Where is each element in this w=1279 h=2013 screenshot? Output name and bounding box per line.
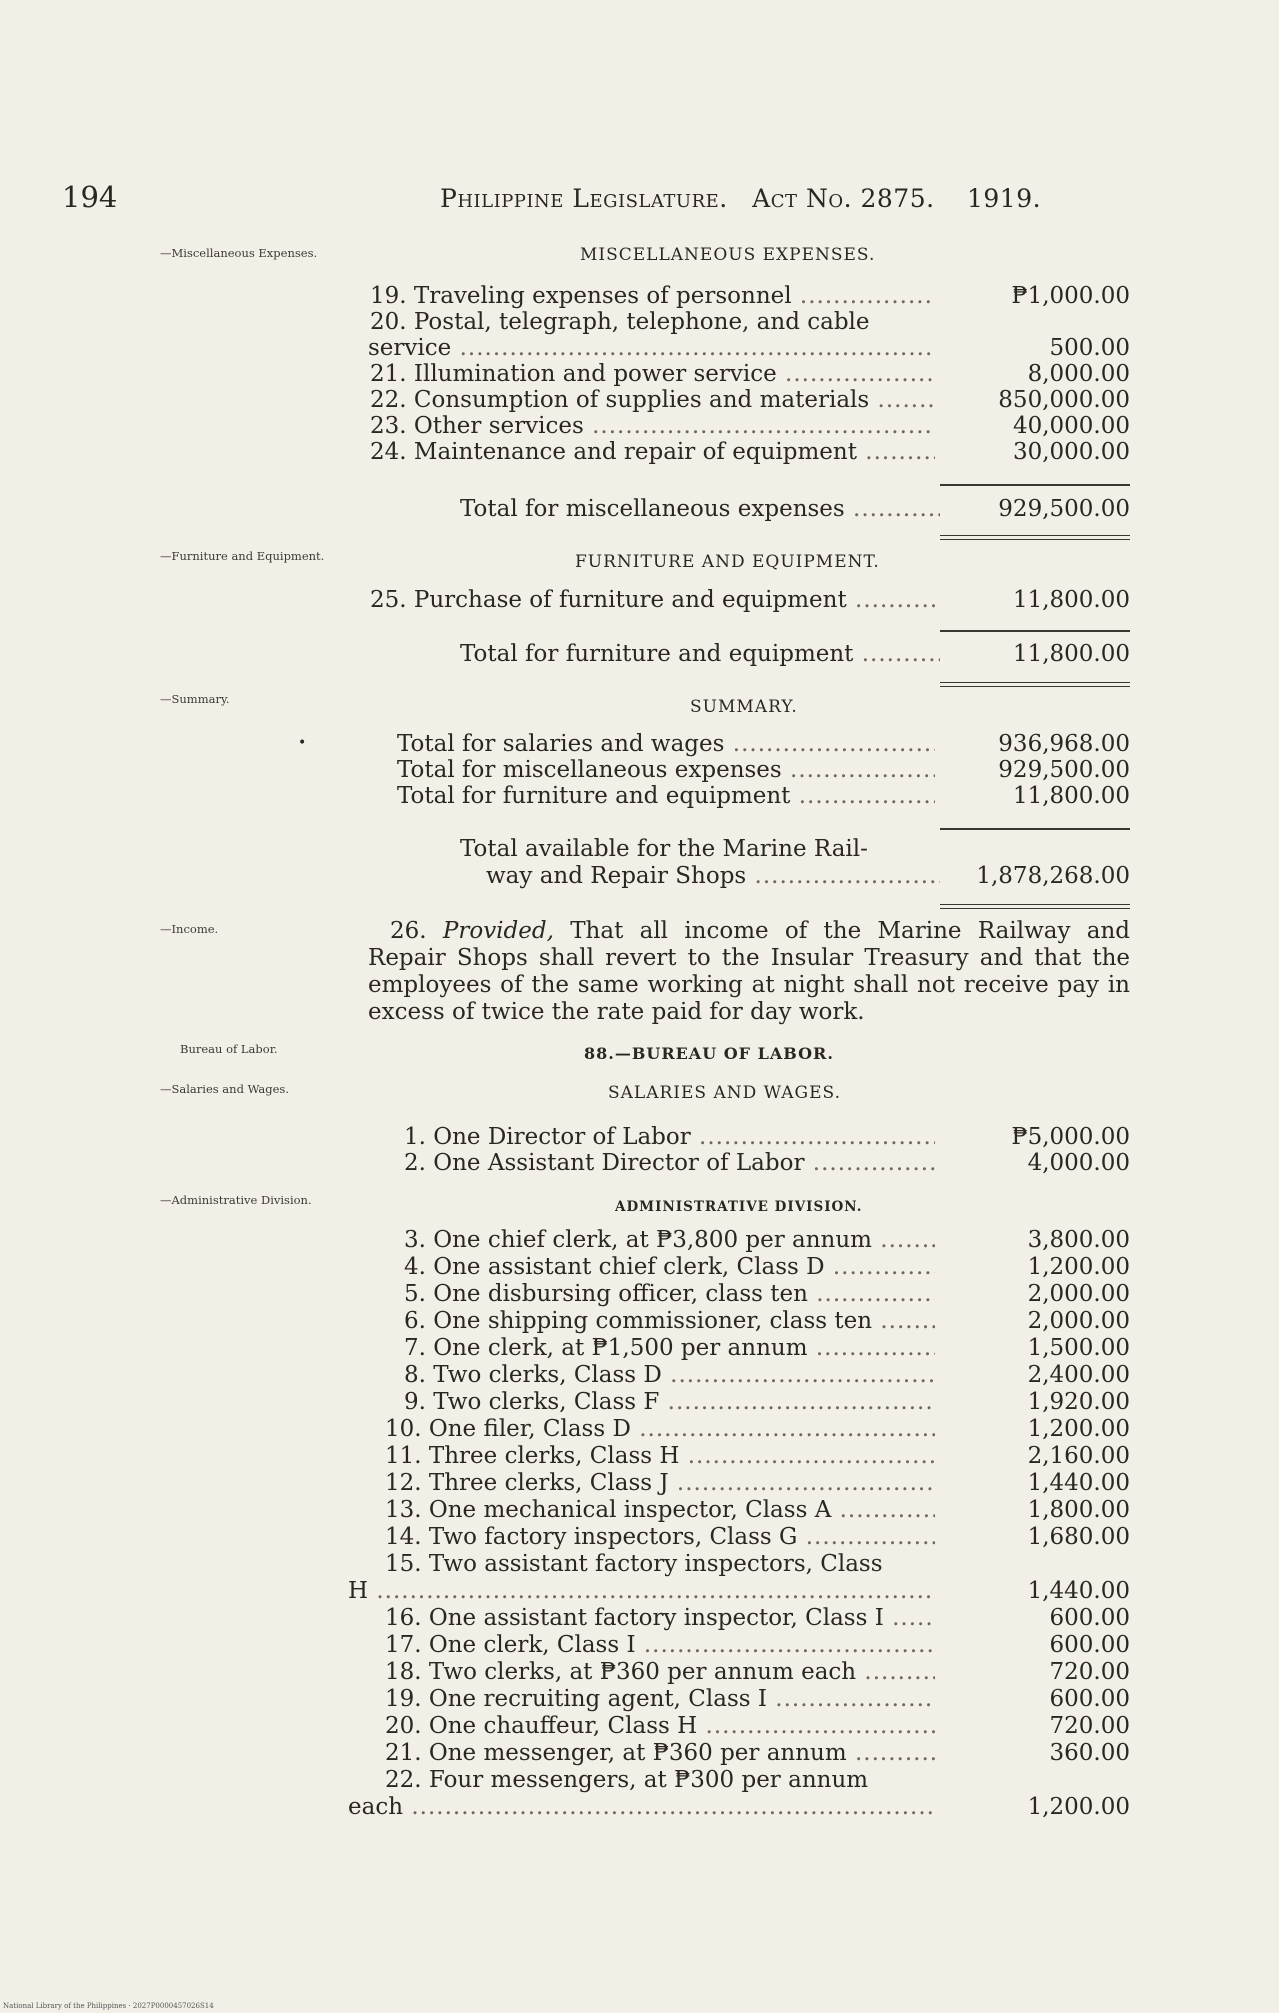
summary-total-line1: Total available for the Marine Rail- [460, 836, 868, 862]
proviso-text: That all income of the Marine Railway and Repair Shops shall revert to the Insular Treasury and that the employees of the same working at night shall not receive pay in excess of twice the rate paid for day work. [368, 918, 1131, 1025]
proviso-provided: Provided, [442, 918, 554, 944]
summary-item: Total for salaries and wages ..... 936,968.00 [397, 731, 1130, 758]
proviso-number: 26. [390, 918, 427, 944]
total-double-rule [940, 535, 1130, 540]
admin-item: 22. Four messengers, at ₱300 per annum [385, 1767, 869, 1793]
misc-item: 22. Consumption of supplies and materials ..... 850,000.00 [370, 387, 1130, 414]
subtotal-rule [940, 630, 1130, 632]
misc-item: 20. Postal, telegraph, telephone, and cable [370, 309, 870, 335]
stray-mark: • [298, 735, 307, 751]
summary-item: Total for miscellaneous expenses ..... 929,500.00 [397, 757, 1130, 784]
summary-heading: SUMMARY. [690, 697, 798, 717]
admin-item: 20. One chauffeur, Class H ..... 720.00 [385, 1713, 1130, 1740]
admin-item: each ..... 1,200.00 [348, 1794, 1130, 1821]
misc-item: service ..... 500.00 [370, 335, 1130, 362]
page-number: 194 [62, 180, 118, 214]
misc-heading: MISCELLANEOUS EXPENSES. [580, 245, 876, 265]
admin-item: 11. Three clerks, Class H ..... 2,160.00 [385, 1443, 1130, 1470]
misc-item: 19. Traveling expenses of personnel ..... ₱1,000.00 [370, 283, 1130, 310]
subtotal-rule [940, 828, 1130, 830]
misc-item: 23. Other services ..... 40,000.00 [370, 413, 1130, 440]
admin-item: 14. Two factory inspectors, Class G ..... 1,680.00 [385, 1524, 1130, 1551]
misc-total: Total for miscellaneous expenses ..... 929,500.00 [460, 496, 1130, 523]
admin-item: 18. Two clerks, at ₱360 per annum each ..... 720.00 [385, 1659, 1130, 1686]
admin-item: 9. Two clerks, Class F ..... 1,920.00 [404, 1389, 1130, 1416]
admin-item: 5. One disbursing officer, class ten ..... 2,000.00 [404, 1281, 1130, 1308]
bureau-heading: 88.—BUREAU OF LABOR. [584, 1044, 834, 1063]
running-head [440, 184, 1041, 213]
misc-item: 21. Illumination and power service ..... 8,000.00 [370, 361, 1130, 388]
admin-item: 12. Three clerks, Class J ..... 1,440.00 [385, 1470, 1130, 1497]
admin-item: 6. One shipping commissioner, class ten ..... 2,000.00 [404, 1308, 1130, 1335]
admin-item: 10. One filer, Class D ..... 1,200.00 [385, 1416, 1130, 1443]
bureau-item: 2. One Assistant Director of Labor ..... 4,000.00 [404, 1150, 1130, 1177]
margin-note-income: —Income. [160, 922, 219, 936]
admin-item: 15. Two assistant factory inspectors, Class [385, 1551, 883, 1577]
margin-note-furniture: —Furniture and Equipment. [160, 549, 325, 563]
margin-note-misc: —Miscellaneous Expenses. [160, 246, 318, 260]
admin-item: 13. One mechanical inspector, Class A ..... 1,800.00 [385, 1497, 1130, 1524]
running-head-title: Philippine Legislature. [440, 184, 728, 213]
admin-item: 7. One clerk, at ₱1,500 per annum ..... 1,500.00 [404, 1335, 1130, 1362]
subtotal-rule [940, 484, 1130, 486]
admin-item: 19. One recruiting agent, Class I ..... 600.00 [385, 1686, 1130, 1713]
total-double-rule [940, 682, 1130, 687]
summary-total: way and Repair Shops ..... 1,878,268.00 [486, 863, 1130, 890]
total-double-rule [940, 904, 1130, 909]
margin-note-summary: —Summary. [160, 692, 230, 706]
admin-heading: ADMINISTRATIVE DIVISION. [615, 1199, 863, 1215]
bureau-item: 1. One Director of Labor ..... ₱5,000.00 [404, 1124, 1130, 1151]
running-head-act: Act No. 2875. [752, 184, 935, 213]
furniture-total: Total for furniture and equipment ..... 11,800.00 [460, 641, 1130, 668]
salaries-heading: SALARIES AND WAGES. [608, 1083, 841, 1103]
proviso-paragraph [368, 918, 1130, 1026]
admin-item: 3. One chief clerk, at ₱3,800 per annum ..... 3,800.00 [404, 1227, 1130, 1254]
admin-item: 17. One clerk, Class I ..... 600.00 [385, 1632, 1130, 1659]
admin-item: 4. One assistant chief clerk, Class D ..... 1,200.00 [404, 1254, 1130, 1281]
admin-item: H ..... 1,440.00 [348, 1578, 1130, 1605]
running-head-year: 1919. [967, 184, 1042, 213]
misc-item: 24. Maintenance and repair of equipment ..... 30,000.00 [370, 439, 1130, 466]
margin-note-admin: —Administrative Division. [160, 1193, 312, 1207]
admin-item: 16. One assistant factory inspector, Class I ..... 600.00 [385, 1605, 1130, 1632]
margin-note-salaries: —Salaries and Wages. [160, 1082, 289, 1096]
furniture-item: 25. Purchase of furniture and equipment ..... 11,800.00 [370, 587, 1130, 614]
admin-item: 8. Two clerks, Class D ..... 2,400.00 [404, 1362, 1130, 1389]
summary-item: Total for furniture and equipment ..... 11,800.00 [397, 783, 1130, 810]
margin-note-bureau: Bureau of Labor. [180, 1042, 278, 1056]
furniture-heading: FURNITURE AND EQUIPMENT. [575, 552, 880, 572]
admin-item: 21. One messenger, at ₱360 per annum ..... 360.00 [385, 1740, 1130, 1767]
footer-credit: National Library of the Philippines · 2027P0000457026S14 [3, 2002, 214, 2010]
